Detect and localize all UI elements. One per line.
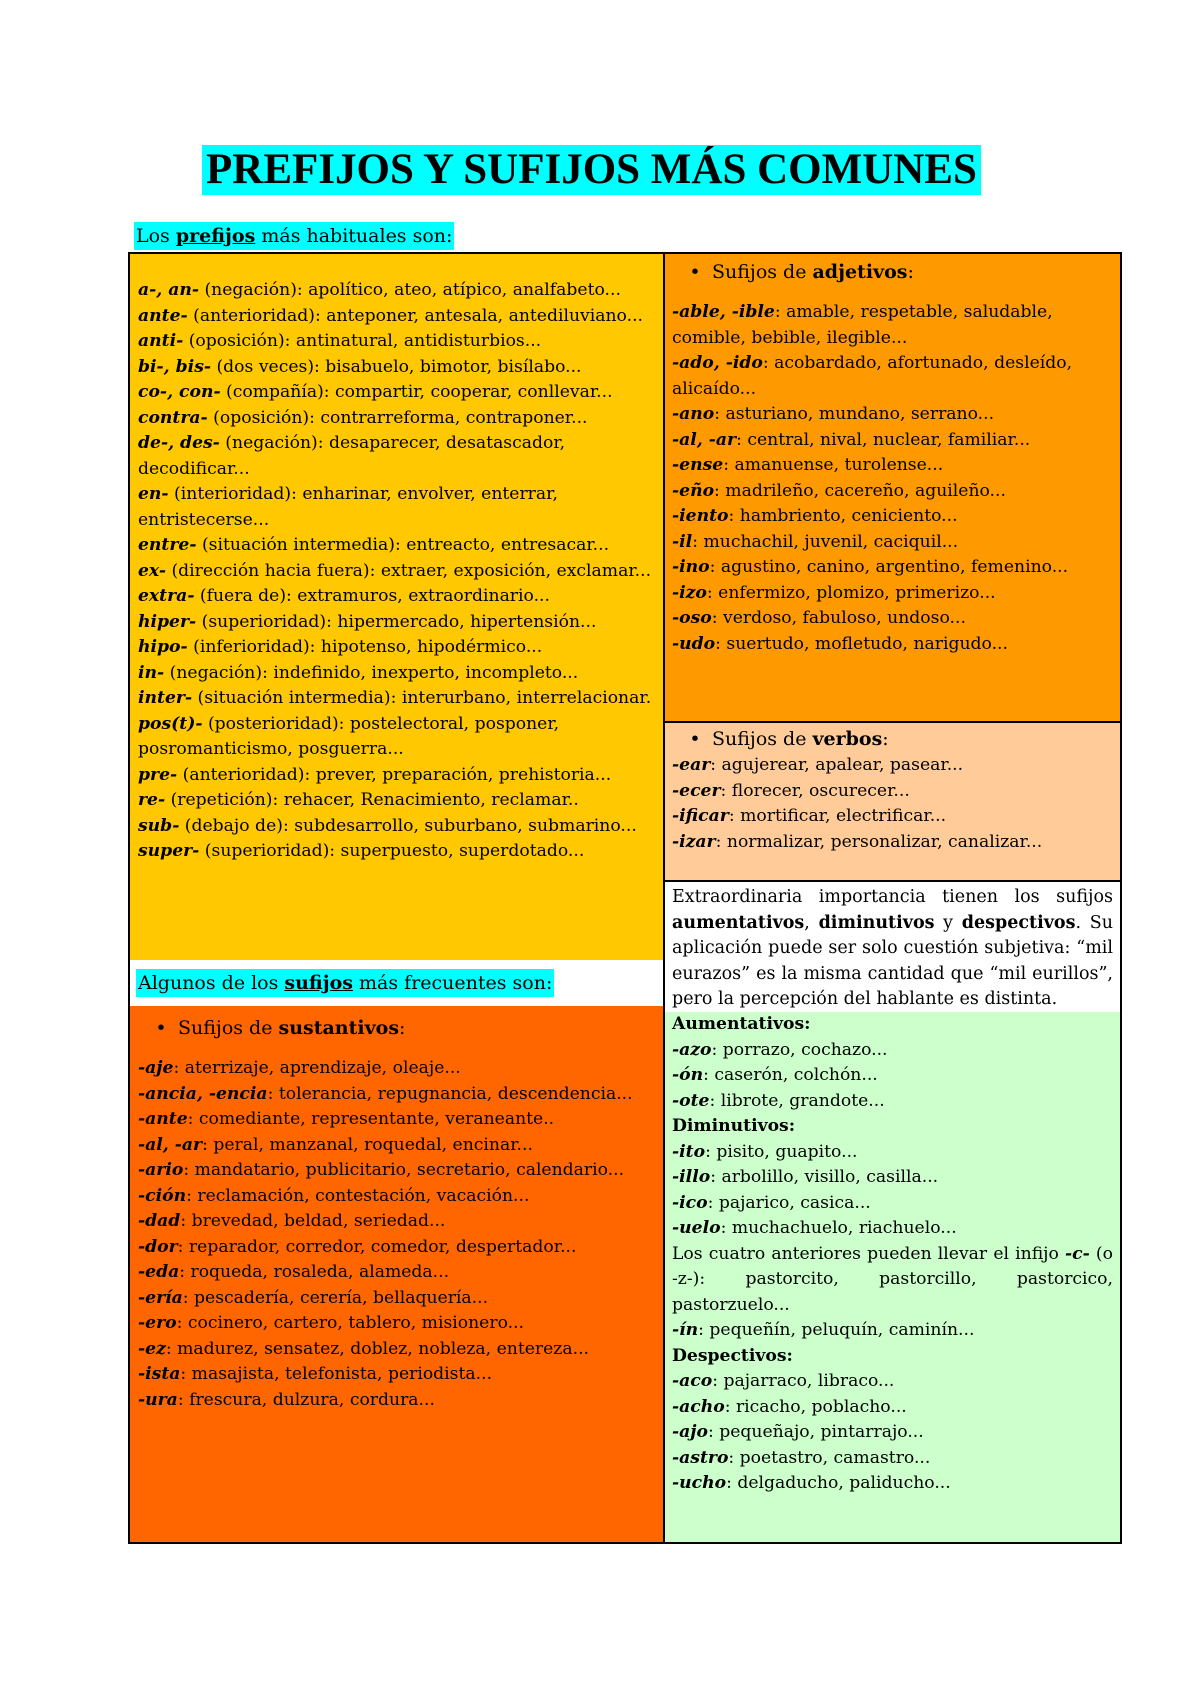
examples: (debajo de): subdesarrollo, suburbano, submarino... <box>179 815 637 836</box>
affix: -astro <box>672 1447 729 1468</box>
examples: : acobardado, afortunado, desleído, alicaído... <box>672 353 1073 399</box>
examples: : pequeñín, peluquín, caminín... <box>698 1320 975 1340</box>
affix: -ado, -ido <box>672 353 763 373</box>
examples: : hambriento, ceniciento... <box>728 506 958 526</box>
affix: entre- <box>138 535 197 555</box>
affix: -izar <box>672 831 716 852</box>
column-divider <box>663 252 665 1544</box>
para-text: , <box>804 912 819 933</box>
affix: hipo- <box>138 637 188 657</box>
affix: -illo <box>672 1167 711 1187</box>
affix: -ería <box>138 1287 183 1308</box>
affix: co-, con- <box>138 382 221 402</box>
affix: extra- <box>138 586 195 606</box>
examples: : aterrizaje, aprendizaje, oleaje... <box>173 1058 461 1078</box>
examples: (dos veces): bisabuelo, bimotor, bisílabo... <box>211 356 582 377</box>
despectivos-label: Despectivos: <box>672 1345 793 1366</box>
note-text: Los cuatro anteriores pueden llevar el infijo <box>672 1243 1066 1264</box>
examples: (situación intermedia): interurbano, interrelacionar. <box>192 688 652 708</box>
affix: ex- <box>138 560 167 581</box>
aumentativos-label: Aumentativos: <box>672 1014 811 1034</box>
affix: -ajo <box>672 1422 708 1442</box>
examples: : pisito, guapito... <box>705 1141 858 1162</box>
intro-text: Algunos de los <box>138 972 285 994</box>
examples: (oposición): contrarreforma, contraponer... <box>207 407 588 428</box>
examples: : masajista, telefonista, periodista... <box>180 1364 493 1384</box>
affix: contra- <box>138 407 208 428</box>
heading-keyword: verbos <box>812 728 883 750</box>
examples: : pescadería, cerería, bellaquería... <box>182 1287 489 1308</box>
examples: : normalizar, personalizar, canalizar... <box>715 831 1043 852</box>
examples: (situación intermedia): entreacto, entresacar... <box>196 535 610 555</box>
affix: -able, -ible <box>672 302 775 322</box>
row-divider <box>665 721 1122 723</box>
examples: : poetastro, camastro... <box>728 1447 931 1468</box>
examples: (negación): desaparecer, desatascador, decodificar... <box>138 433 566 479</box>
affix: pre- <box>138 764 178 785</box>
examples: : muchachuelo, riachuelo... <box>720 1218 957 1238</box>
keyword-aumentativos: aumentativos <box>672 912 805 933</box>
examples: (negación): indefinido, inexperto, incompleto... <box>164 662 579 683</box>
affix: -ista <box>138 1364 181 1384</box>
heading-colon: : <box>399 1017 406 1039</box>
affix: -ín <box>672 1320 699 1340</box>
page-title: PREFIJOS Y SUFIJOS MÁS COMUNES <box>202 145 981 195</box>
examples: (superioridad): hipermercado, hipertensión... <box>196 611 597 632</box>
examples: : porrazo, cochazo... <box>711 1039 888 1060</box>
affix: -izo <box>672 582 707 603</box>
note-text-end: (o -z-): pastorcito, pastorcillo, pastorcico, pastorzuelo... <box>672 1243 1113 1315</box>
examples: : florecer, oscurecer... <box>720 780 910 801</box>
examples: (superioridad): superpuesto, superdotado... <box>199 841 585 861</box>
examples: (compañía): compartir, cooperar, conllevar... <box>220 382 613 402</box>
examples: : central, nival, nuclear, familiar... <box>736 429 1031 450</box>
examples: : agustino, canino, argentino, femenino... <box>709 557 1069 577</box>
affix: -ez <box>138 1338 166 1359</box>
examples: : amable, respetable, saludable, comible, bebible, ilegible... <box>672 302 1053 348</box>
heading-text: Sufijos de <box>712 261 813 283</box>
row-divider <box>665 880 1122 882</box>
examples: (fuera de): extramuros, extraordinario... <box>194 586 550 606</box>
affix: -ificar <box>672 806 729 826</box>
table-frame <box>128 252 1122 1544</box>
keyword-despectivos: despectivos <box>961 912 1076 933</box>
note-affix: -c- <box>1065 1243 1090 1264</box>
diminutivos-label: Diminutivos: <box>672 1116 796 1136</box>
heading-colon: : <box>882 728 889 750</box>
para-text: . Su aplicación puede ser solo cuestión subjetiva: “mil eurazos” es la misma cantidad que “mil eurillos”, pero la percepción del hablante es distinta. <box>672 912 1113 1009</box>
affix: -ecer <box>672 780 721 801</box>
examples: : pajarico, casica... <box>707 1192 871 1213</box>
affix: -ito <box>672 1141 706 1162</box>
affix: inter- <box>138 688 193 708</box>
affix: -eño <box>672 480 715 501</box>
heading-colon: : <box>907 261 914 283</box>
affix: -azo <box>672 1039 712 1060</box>
affix: -ote <box>672 1090 710 1111</box>
affix: a-, an- <box>138 280 200 300</box>
affix: -ario <box>138 1160 184 1180</box>
affix: -ano <box>672 404 715 424</box>
examples: : cocinero, cartero, tablero, misionero... <box>176 1313 525 1333</box>
examples: : arbolillo, visillo, casilla... <box>710 1167 939 1187</box>
affix: en- <box>138 484 169 504</box>
examples: : librote, grandote... <box>709 1090 885 1111</box>
examples: : brevedad, beldad, seriedad... <box>180 1211 446 1231</box>
para-text: y <box>934 912 962 933</box>
affix: -acho <box>672 1396 725 1417</box>
affix: -ancia, -encia <box>138 1083 268 1104</box>
examples: : madurez, sensatez, doblez, nobleza, entereza... <box>165 1338 589 1359</box>
examples: : pajarraco, libraco... <box>712 1371 895 1391</box>
affix: -aco <box>672 1371 713 1391</box>
prefijos-intro <box>134 222 454 250</box>
affix: in- <box>138 662 165 683</box>
affix: super- <box>138 841 200 861</box>
examples: : mandatario, publicitario, secretario, calendario... <box>183 1160 625 1180</box>
affix: -ino <box>672 557 710 577</box>
examples: (inferioridad): hipotenso, hipodérmico... <box>187 637 543 657</box>
affix: re- <box>138 790 166 810</box>
examples: : reclamación, contestación, vacación... <box>186 1185 530 1206</box>
examples: : delgaducho, paliducho... <box>726 1473 951 1493</box>
keyword-diminutivos: diminutivos <box>818 912 935 933</box>
examples: : agujerear, apalear, pasear... <box>710 755 964 775</box>
examples: (posterioridad): postelectoral, posponer, posromanticismo, posguerra... <box>138 713 560 759</box>
heading-text: Sufijos de <box>178 1017 279 1039</box>
affix: -ura <box>138 1389 178 1410</box>
examples: : suertudo, mofletudo, narigudo... <box>715 633 1008 654</box>
examples: : roqueda, rosaleda, alameda... <box>179 1262 450 1282</box>
heading-keyword: sustantivos <box>278 1017 400 1039</box>
affix: -ico <box>672 1192 708 1213</box>
intro-text-end: más frecuentes son: <box>353 972 553 994</box>
examples: : tolerancia, repugnancia, descendencia... <box>267 1083 633 1104</box>
examples: (negación): apolítico, ateo, atípico, analfabeto... <box>199 280 621 300</box>
examples: : reparador, corredor, comedor, despertador... <box>177 1236 577 1257</box>
examples: : verdoso, fabuloso, undoso... <box>711 608 966 628</box>
affix: anti- <box>138 331 184 351</box>
intro-keyword: prefijos <box>175 225 256 247</box>
affix: -ear <box>672 755 711 775</box>
examples: : enfermizo, plomizo, primerizo... <box>706 582 996 603</box>
affix: -ero <box>138 1313 177 1333</box>
examples: : pequeñajo, pintarrajo... <box>707 1422 924 1442</box>
examples: (interioridad): enharinar, envolver, enterrar, entristecerse... <box>138 484 558 530</box>
examples: : ricacho, poblacho... <box>724 1396 907 1417</box>
affix: -ón <box>672 1065 704 1085</box>
heading-text: Sufijos de <box>712 728 813 750</box>
affix: -eda <box>138 1262 180 1282</box>
examples: (anterioridad): anteponer, antesala, antediluviano... <box>187 305 643 326</box>
affix: -ense <box>672 455 724 475</box>
examples: (anterioridad): prever, preparación, prehistoria... <box>177 764 612 785</box>
affix: -il <box>672 531 693 552</box>
affix: -dad <box>138 1211 181 1231</box>
para-text: Extraordinaria importancia tienen los sufijos <box>672 887 1113 907</box>
affix: -aje <box>138 1058 174 1078</box>
affix: bi-, bis- <box>138 356 212 377</box>
examples: : asturiano, mundano, serrano... <box>714 404 995 424</box>
examples: : madrileño, cacereño, aguileño... <box>714 480 1006 501</box>
examples: (repetición): rehacer, Renacimiento, reclamar.. <box>165 790 579 810</box>
examples: : mortificar, electrificar... <box>728 806 947 826</box>
affix: -al, -ar <box>138 1134 203 1155</box>
examples: : frescura, dulzura, cordura... <box>177 1389 435 1410</box>
affix: -dor <box>138 1236 178 1257</box>
intro-text: Los <box>136 225 176 247</box>
affix: ante- <box>138 305 188 326</box>
affix: hiper- <box>138 611 197 632</box>
examples: : amanuense, turolense... <box>723 455 944 475</box>
affix: -al, -ar <box>672 429 737 450</box>
affix: sub- <box>138 815 180 836</box>
affix: -ción <box>138 1185 187 1206</box>
affix: -ante <box>138 1109 188 1129</box>
affix: de-, des- <box>138 433 220 453</box>
affix: -ucho <box>672 1473 727 1493</box>
affix: -udo <box>672 633 716 654</box>
examples: (dirección hacia fuera): extraer, exposición, exclamar... <box>166 560 652 581</box>
examples: : muchachil, juvenil, caciquil... <box>692 531 959 552</box>
examples: : comediante, representante, veraneante.. <box>187 1109 555 1129</box>
heading-keyword: adjetivos <box>812 261 908 283</box>
examples: (oposición): antinatural, antidisturbios... <box>183 331 542 351</box>
affix: -oso <box>672 608 712 628</box>
affix: -iento <box>672 506 729 526</box>
intro-text-end: más habituales son: <box>255 225 453 247</box>
affix: -uelo <box>672 1218 721 1238</box>
intro-keyword: sufijos <box>284 972 353 994</box>
affix: pos(t)- <box>138 713 203 734</box>
examples: : caserón, colchón... <box>703 1065 878 1085</box>
examples: : peral, manzanal, roquedal, encinar... <box>202 1134 533 1155</box>
